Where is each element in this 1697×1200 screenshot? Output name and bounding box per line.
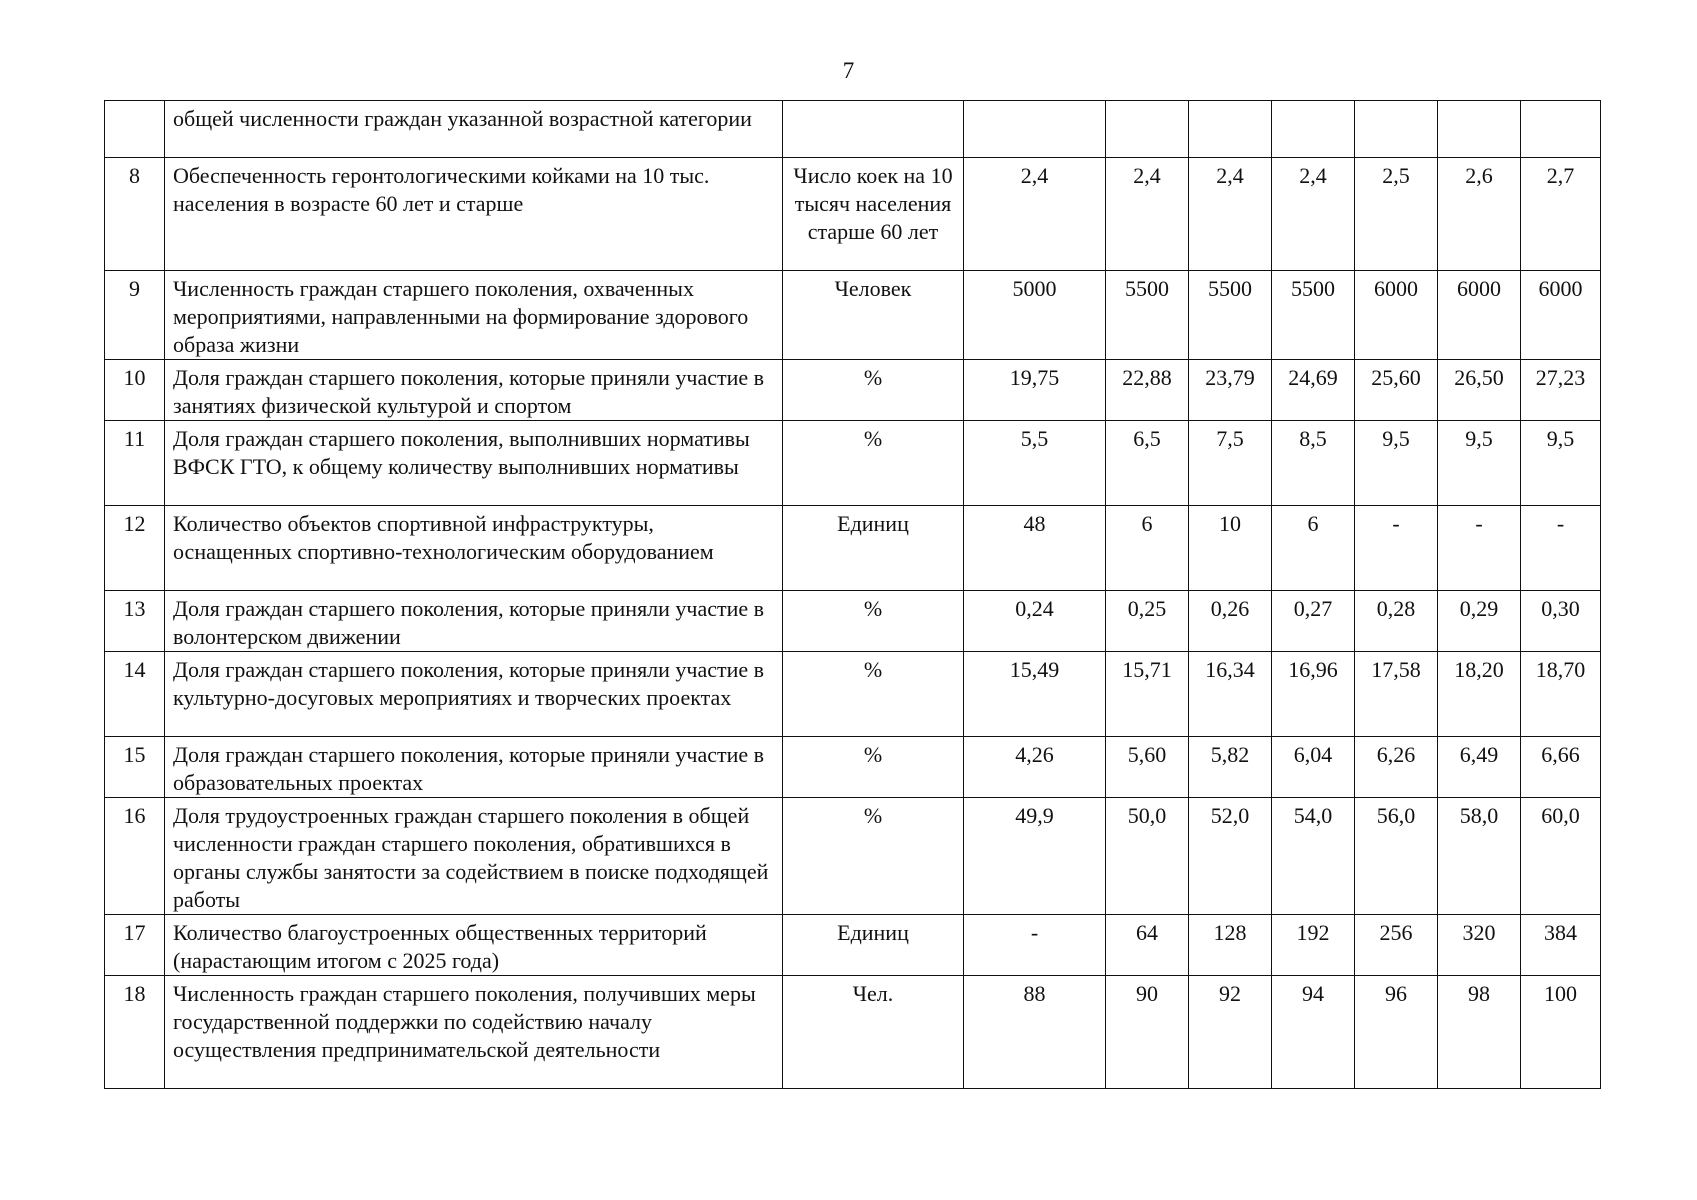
value-cell: 56,0 [1355,798,1438,915]
table-row [105,158,1601,271]
page-number: 7 [842,58,855,83]
row-number: 10 [105,360,165,421]
value-cell: 9,5 [1355,421,1438,506]
value-cell: 6,26 [1355,737,1438,798]
value-cell: 96 [1355,976,1438,1089]
value-cell: 19,75 [964,360,1106,421]
indicator-name: Численность граждан старшего поколения, получивших меры государственной поддержки по содействию началу осуществления предпринимательской деятельности [165,976,783,1089]
indicator-name: Численность граждан старшего поколения, охваченных мероприятиями, направленными на формирование здорового образа жизни [165,271,783,360]
value-cell [964,101,1106,158]
value-cell: 2,7 [1521,158,1601,271]
indicator-name: Доля граждан старшего поколения, которые приняли участие в культурно-досуговых мероприятиях и творческих проектах [165,652,783,737]
value-cell: 94 [1272,976,1355,1089]
value-cell: 54,0 [1272,798,1355,915]
value-cell [1189,101,1272,158]
value-cell: 7,5 [1189,421,1272,506]
value-cell: 256 [1355,915,1438,976]
value-cell: 0,30 [1521,591,1601,652]
value-cell: 0,27 [1272,591,1355,652]
indicator-name: Доля граждан старшего поколения, выполнивших нормативы ВФСК ГТО, к общему количеству выполнивших нормативы [165,421,783,506]
value-cell: 9,5 [1438,421,1521,506]
value-cell: 26,50 [1438,360,1521,421]
value-cell: 384 [1521,915,1601,976]
indicator-name: общей численности граждан указанной возрастной категории [165,101,783,158]
value-cell [1106,101,1189,158]
value-cell: 15,49 [964,652,1106,737]
table-row [105,652,1601,737]
unit-cell: Единиц [783,506,964,591]
value-cell: 58,0 [1438,798,1521,915]
value-cell: - [964,915,1106,976]
indicators-table [104,100,1601,1089]
row-number: 11 [105,421,165,506]
indicator-name: Количество благоустроенных общественных территорий (нарастающим итогом с 2025 года) [165,915,783,976]
value-cell: 2,5 [1355,158,1438,271]
table-row [105,360,1601,421]
unit-cell: Единиц [783,915,964,976]
value-cell: 0,24 [964,591,1106,652]
value-cell: 5500 [1106,271,1189,360]
value-cell: 18,20 [1438,652,1521,737]
row-number: 8 [105,158,165,271]
row-number: 15 [105,737,165,798]
value-cell: 2,4 [964,158,1106,271]
value-cell: 0,29 [1438,591,1521,652]
value-cell: 5000 [964,271,1106,360]
row-number: 12 [105,506,165,591]
value-cell: 100 [1521,976,1601,1089]
indicator-name: Доля трудоустроенных граждан старшего поколения в общей численности граждан старшего поколения, обратившихся в органы службы занятости за содействием в поиске подходящей работы [165,798,783,915]
indicator-name: Доля граждан старшего поколения, которые приняли участие в занятиях физической культурой и спортом [165,360,783,421]
value-cell: 27,23 [1521,360,1601,421]
row-number [105,101,165,158]
value-cell: 90 [1106,976,1189,1089]
value-cell: 2,4 [1189,158,1272,271]
value-cell: 18,70 [1521,652,1601,737]
value-cell: 2,4 [1272,158,1355,271]
value-cell: 22,88 [1106,360,1189,421]
value-cell: 23,79 [1189,360,1272,421]
table-row [105,421,1601,506]
value-cell: 16,96 [1272,652,1355,737]
value-cell: 6000 [1521,271,1601,360]
value-cell: 52,0 [1189,798,1272,915]
value-cell: 0,25 [1106,591,1189,652]
value-cell: - [1521,506,1601,591]
value-cell: 2,4 [1106,158,1189,271]
value-cell [1521,101,1601,158]
row-number: 18 [105,976,165,1089]
table-row [105,915,1601,976]
value-cell: 6,5 [1106,421,1189,506]
value-cell [1272,101,1355,158]
value-cell: 6 [1106,506,1189,591]
value-cell: 6000 [1438,271,1521,360]
value-cell: 320 [1438,915,1521,976]
value-cell: 5,60 [1106,737,1189,798]
table-row [105,976,1601,1089]
value-cell: 48 [964,506,1106,591]
table-row [105,101,1601,158]
value-cell: 50,0 [1106,798,1189,915]
value-cell: 98 [1438,976,1521,1089]
unit-cell: Человек [783,271,964,360]
value-cell: 16,34 [1189,652,1272,737]
value-cell [1355,101,1438,158]
value-cell: 0,26 [1189,591,1272,652]
unit-cell: Число коек на 10 тысяч населения старше 60 лет [783,158,964,271]
value-cell: - [1438,506,1521,591]
value-cell: 192 [1272,915,1355,976]
indicator-name: Доля граждан старшего поколения, которые приняли участие в волонтерском движении [165,591,783,652]
value-cell: 9,5 [1521,421,1601,506]
value-cell: 6,04 [1272,737,1355,798]
value-cell: 88 [964,976,1106,1089]
value-cell: 64 [1106,915,1189,976]
value-cell: 6,66 [1521,737,1601,798]
indicator-name: Количество объектов спортивной инфраструктуры, оснащенных спортивно-технологическим оборудованием [165,506,783,591]
table-row [105,798,1601,915]
value-cell: 0,28 [1355,591,1438,652]
value-cell: 24,69 [1272,360,1355,421]
value-cell: 25,60 [1355,360,1438,421]
table-row [105,737,1601,798]
value-cell: 6,49 [1438,737,1521,798]
indicator-name: Доля граждан старшего поколения, которые приняли участие в образовательных проектах [165,737,783,798]
value-cell: 5,82 [1189,737,1272,798]
value-cell: 92 [1189,976,1272,1089]
value-cell: 6000 [1355,271,1438,360]
unit-cell: % [783,421,964,506]
value-cell: 6 [1272,506,1355,591]
value-cell: 5,5 [964,421,1106,506]
value-cell: 17,58 [1355,652,1438,737]
table-row [105,271,1601,360]
unit-cell [783,101,964,158]
value-cell: 128 [1189,915,1272,976]
value-cell: 15,71 [1106,652,1189,737]
value-cell: 4,26 [964,737,1106,798]
value-cell: 49,9 [964,798,1106,915]
row-number: 17 [105,915,165,976]
value-cell: 10 [1189,506,1272,591]
unit-cell: % [783,652,964,737]
table-row [105,506,1601,591]
row-number: 14 [105,652,165,737]
row-number: 13 [105,591,165,652]
unit-cell: % [783,360,964,421]
row-number: 9 [105,271,165,360]
unit-cell: Чел. [783,976,964,1089]
value-cell: 8,5 [1272,421,1355,506]
unit-cell: % [783,798,964,915]
value-cell: 5500 [1272,271,1355,360]
value-cell [1438,101,1521,158]
value-cell: - [1355,506,1438,591]
indicator-name: Обеспеченность геронтологическими койками на 10 тыс. населения в возрасте 60 лет и старше [165,158,783,271]
unit-cell: % [783,737,964,798]
value-cell: 2,6 [1438,158,1521,271]
table-row [105,591,1601,652]
unit-cell: % [783,591,964,652]
value-cell: 60,0 [1521,798,1601,915]
row-number: 16 [105,798,165,915]
value-cell: 5500 [1189,271,1272,360]
